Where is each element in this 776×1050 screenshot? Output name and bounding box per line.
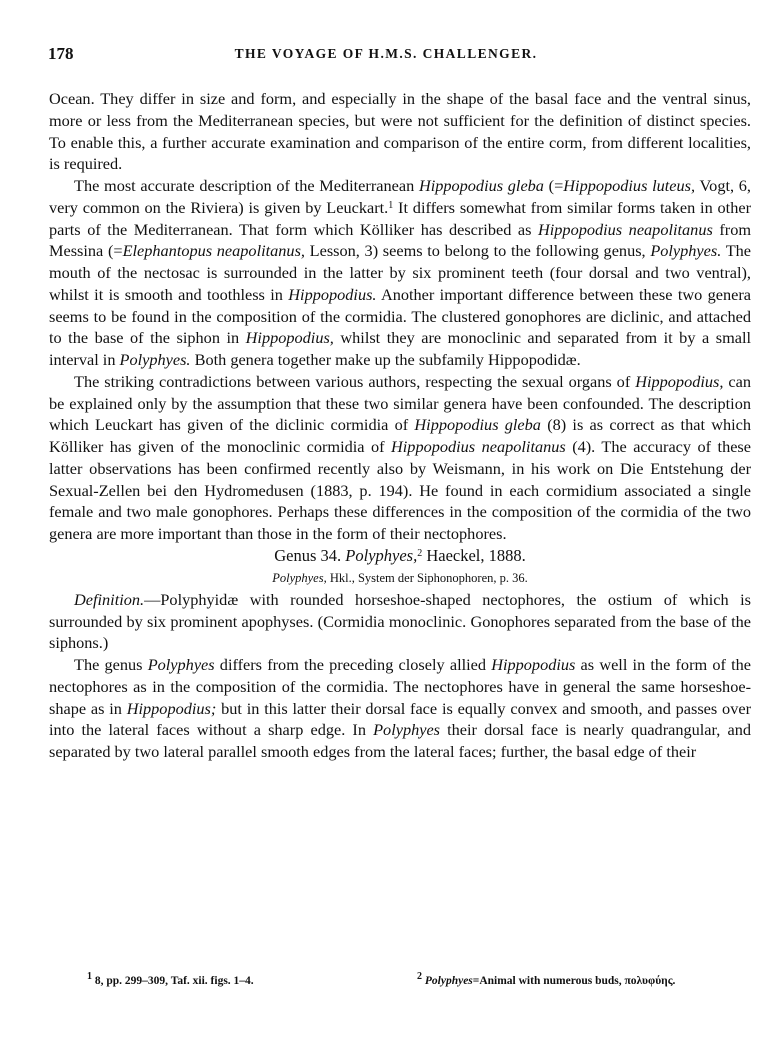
genus-heading: Genus 34. Polyphyes,$^2$ Haeckel, 1888. bbox=[274, 545, 526, 565]
paragraph-3: The striking contradictions between various authors, respecting the sexual organs of Hippopodius, can be explained only by the assumption that these two similar genera have been confounded. The description which Leuckart has given of the diclinic cormidia of Hippopodius gleba (8) is as correct as that which Kölliker has given of the monoclinic cormidia of Hippopodius neapolitanus (4). The accuracy of these latter observations has been confirmed recently also by Weismann, in his work on Die Entstehung der Sexual-Zellen bei den Hydromedusen (1883, p. 194). He found in each cormidium associated a single female and two male gonophores. Perhaps these differences in the composition of the cormidia of the two genera are more important than those in the form of their nectophores. bbox=[49, 371, 752, 543]
footnote-1: $^1$ 8, pp. 299–309, Taf. xii. figs. 1–4. bbox=[87, 971, 254, 987]
body-text bbox=[49, 88, 751, 763]
paragraph-1: Ocean. They differ in size and form, and especially in the shape of the basal face and the ventral sinus, more or less from the Mediterranean species, but were not sufficient for the definition of distinct species. To enable this, a further accurate examination and comparison of the entire corm, from different localities, is required. bbox=[49, 89, 751, 174]
running-title: THE VOYAGE OF H.M.S. CHALLENGER. bbox=[234, 46, 538, 61]
genus-synonymy: Polyphyes, Hkl., System der Siphonophoren, p. 36. bbox=[272, 570, 528, 585]
footnote-ref-2: 2 bbox=[417, 547, 423, 559]
footnote-ref-1: 1 bbox=[388, 199, 394, 211]
definition-label: Definition. bbox=[74, 589, 145, 609]
page-header bbox=[48, 44, 750, 68]
paragraph-2: The most accurate description of the Mediterranean Hippopodius gleba (=Hippopodius luteus, Vogt, 6, very common on the Riviera) is given by Leuckart.$^1$ It differs somewhat from similar forms taken in other parts of the Mediterranean. That form which Kölliker has described as Hippopodius neapolitanus from Messina (=Elephantopus neapolitanus, Lesson, 3) seems to belong to the following genus, Polyphyes. The mouth of the nectosac is surrounded in the latter by six prominent teeth (four dorsal and two ventral), whilst it is smooth and toothless in Hippopodius. Another important difference between these two genera seems to be found in the composition of the cormidia. The clustered gonophores are diclinic, and attached to the base of the siphon in Hippopodius, whilst they are monoclinic and separated from it by a small interval in Polyphyes. Both genera together make up the subfamily Hippopodidæ. bbox=[49, 176, 752, 369]
definition-paragraph: Definition.—Polyphyidæ with rounded horseshoe-shaped nectophores, the ostium of which is surrounded by six prominent apophyses. (Cormidia monoclinic. Gonophores separated from the base of the siphons.) bbox=[49, 589, 751, 653]
page-number: 178 bbox=[48, 44, 74, 63]
paragraph-5: The genus Polyphyes differs from the preceding closely allied Hippopodius as well in the form of the nectophores as in the composition of the cormidia. The nectophores have in general the same horseshoe-shape as in Hippopodius; but in this latter their dorsal face is equally convex and smooth, and passes over into the lateral faces without a sharp edge. In Polyphyes their dorsal face is nearly quadrangular, and separated by two lateral parallel smooth edges from the lateral faces; further, the basal edge of their bbox=[49, 655, 752, 761]
footnote-2: $^2$ Polyphyes=Animal with numerous buds, πολυφύης. bbox=[417, 971, 676, 987]
